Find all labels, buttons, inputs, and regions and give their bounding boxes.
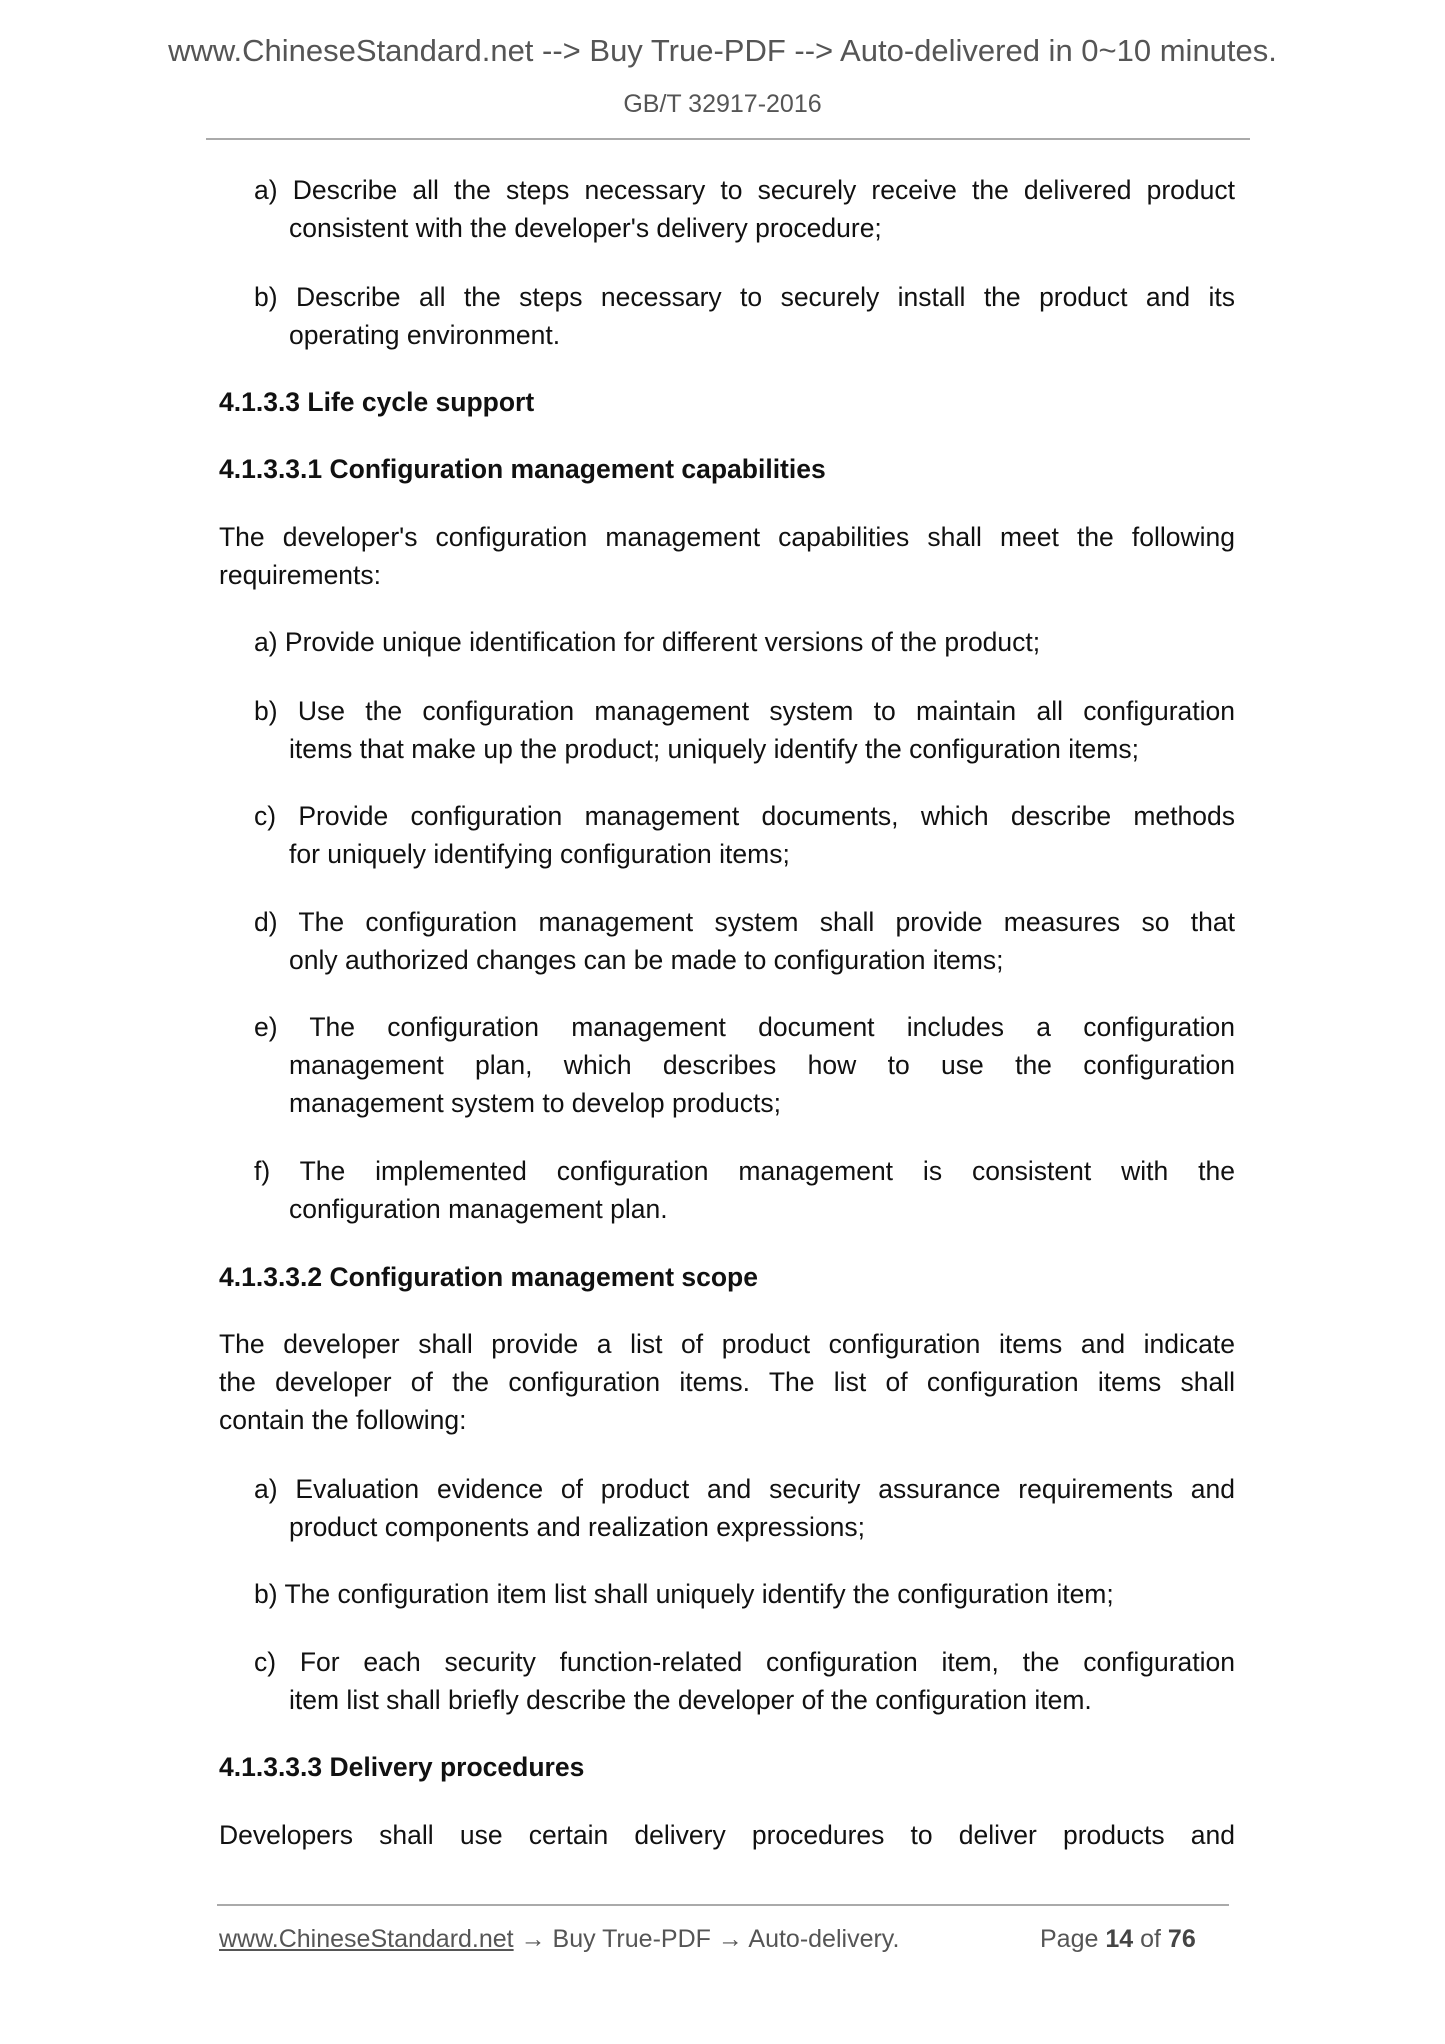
text-line: configuration management plan. [289,1194,668,1224]
page-number [1040,1925,1196,1954]
list-item [254,692,1235,768]
section-heading [219,383,1235,421]
list-item [254,623,1235,661]
text-line: a) Describe all the steps necessary to securely receive the delivered product [254,175,1235,205]
text-line: c) For each security function-related configuration item, the configuration [254,1647,1235,1677]
text-line: 4.1.3.3.1 Configuration management capabilities [219,454,826,484]
text-line: for uniquely identifying configuration items; [289,839,790,869]
text-line: b) Use the configuration management system to maintain all configuration [254,696,1235,726]
text-line: e) The configuration management document includes a configuration [254,1012,1235,1042]
text-line: 4.1.3.3 Life cycle support [219,387,535,417]
page-total: 76 [1167,1925,1196,1953]
text-line: The developer's configuration management capabilities shall meet the following [219,522,1235,552]
section-heading [219,450,1235,488]
page-current: 14 [1105,1925,1134,1953]
text-line: d) The configuration management system shall provide measures so that [254,907,1235,937]
text-line: contain the following: [219,1405,467,1435]
page-label: Page [1040,1925,1099,1953]
text-line: b) The configuration item list shall uniquely identify the configuration item; [254,1579,1114,1609]
paragraph [219,1816,1235,1854]
text-line: product components and realization expressions; [289,1512,865,1542]
text-line: a) Evaluation evidence of product and security assurance requirements and [254,1474,1235,1504]
text-line: f) The implemented configuration management is consistent with the [254,1156,1235,1186]
list-item [254,1575,1235,1613]
text-line: management plan, which describes how to use the configuration [289,1050,1235,1080]
header-banner: www.ChineseStandard.net --> Buy True-PDF --> Auto-delivered in 0~10 minutes. [168,33,1277,68]
footer-divider [217,1904,1229,1906]
text-line: item list shall briefly describe the developer of the configuration item. [289,1685,1092,1715]
list-item [254,903,1235,979]
text-line: items that make up the product; uniquely identify the configuration items; [289,734,1139,764]
list-item [254,1470,1235,1546]
text-line: The developer shall provide a list of product configuration items and indicate [219,1329,1235,1359]
list-item [254,1152,1235,1228]
footer-link[interactable]: www.ChineseStandard.net [219,1925,514,1953]
footer-text: → Buy True-PDF → Auto-delivery. [513,1925,900,1953]
footer-left [219,1925,899,1954]
list-item [254,171,1235,247]
text-line: the developer of the configuration items. The list of configuration items shall [219,1367,1235,1397]
text-line: c) Provide configuration management documents, which describe methods [254,801,1235,831]
list-item [254,1008,1235,1122]
of-label: of [1140,1925,1161,1953]
text-line: 4.1.3.3.2 Configuration management scope [219,1262,758,1292]
section-heading [219,1258,1235,1296]
text-line: b) Describe all the steps necessary to securely install the product and its [254,282,1235,312]
text-line: management system to develop products; [289,1088,781,1118]
list-item [254,797,1235,873]
text-line: requirements: [219,560,382,590]
text-line: Developers shall use certain delivery procedures to deliver products and [219,1820,1235,1850]
paragraph [219,518,1235,594]
text-line: a) Provide unique identification for different versions of the product; [254,627,1041,657]
header-divider [206,138,1250,140]
section-heading [219,1748,1235,1786]
standard-id: GB/T 32917-2016 [623,90,822,118]
list-item [254,278,1235,354]
text-line: operating environment. [289,320,561,350]
text-line: only authorized changes can be made to configuration items; [289,945,1004,975]
text-line: consistent with the developer's delivery procedure; [289,213,882,243]
text-line: 4.1.3.3.3 Delivery procedures [219,1752,585,1782]
paragraph [219,1325,1235,1439]
list-item [254,1643,1235,1719]
